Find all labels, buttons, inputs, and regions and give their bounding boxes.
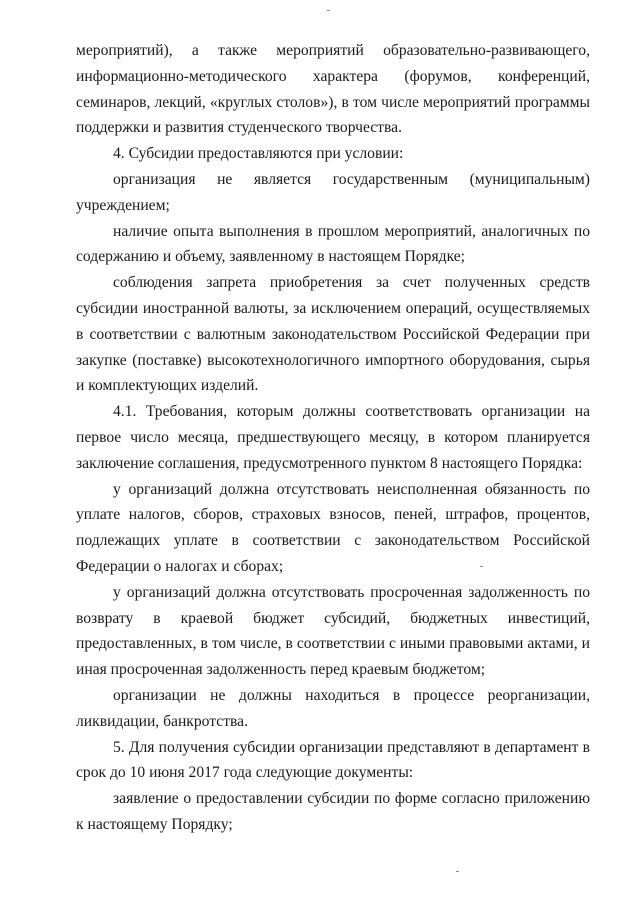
paragraph-section-5: 5. Для получения субсидии организации представляют в департамент в срок до 10 июня 2017 года следующие документы:	[76, 738, 590, 782]
paragraph-condition-1: организация не является государственным (муниципальным) учреждением;	[76, 170, 590, 214]
scan-speck	[327, 10, 330, 11]
paragraph-requirement-2: у организаций должна отсутствовать просроченная задолженность по возврату в краевой бюджет субсидий, бюджетных инвестиций, предоставленных, в том числе, в соответствии с иными правовыми актами, и иная просроченная задолженность перед краевым бюджетом;	[76, 583, 590, 679]
paragraph-section-4: 4. Субсидии предоставляются при условии:	[113, 145, 404, 163]
document-body	[76, 38, 590, 838]
paragraph-requirement-3: организации не должны находиться в процессе реорганизации, ликвидации, банкротства.	[76, 686, 590, 730]
paragraph-condition-3: соблюдения запрета приобретения за счет полученных средств субсидии иностранной валюты, за исключением операций, осуществляемых в соответствии с валютным законодательством Российской Федерации при закупке (поставке) высокотехнологичного импортного оборудования, сырья и комплектующих изделий.	[76, 274, 590, 395]
paragraph-section-4-1: 4.1. Требования, которым должны соответствовать организации на первое число месяца, предшествующего месяцу, в котором планируется заключение соглашения, предусмотренного пунктом 8 настоящего Порядка:	[76, 403, 590, 472]
scan-speck	[456, 871, 459, 872]
paragraph-requirement-1: у организаций должна отсутствовать неисполненная обязанность по уплате налогов, сборов, страховых взносов, пеней, штрафов, процентов, подлежащих уплате в соответствии с законодательством Российской Федерации о налогах и сборах;	[76, 480, 590, 575]
paragraph-document-1: заявление о предоставлении субсидии по форме согласно приложению к настоящему Порядку;	[76, 790, 590, 833]
paragraph-continuation: мероприятий), а также мероприятий образовательно-развивающего, информационно-методического характера (форумов, конференций, семинаров, лекций, «круглых столов»), в том числе мероприятий программы поддержки и развития студенческого творчества.	[76, 42, 590, 137]
paragraph-condition-2: наличие опыта выполнения в прошлом мероприятий, аналогичных по содержанию и объему, заявленному в настоящем Порядке;	[76, 222, 590, 266]
